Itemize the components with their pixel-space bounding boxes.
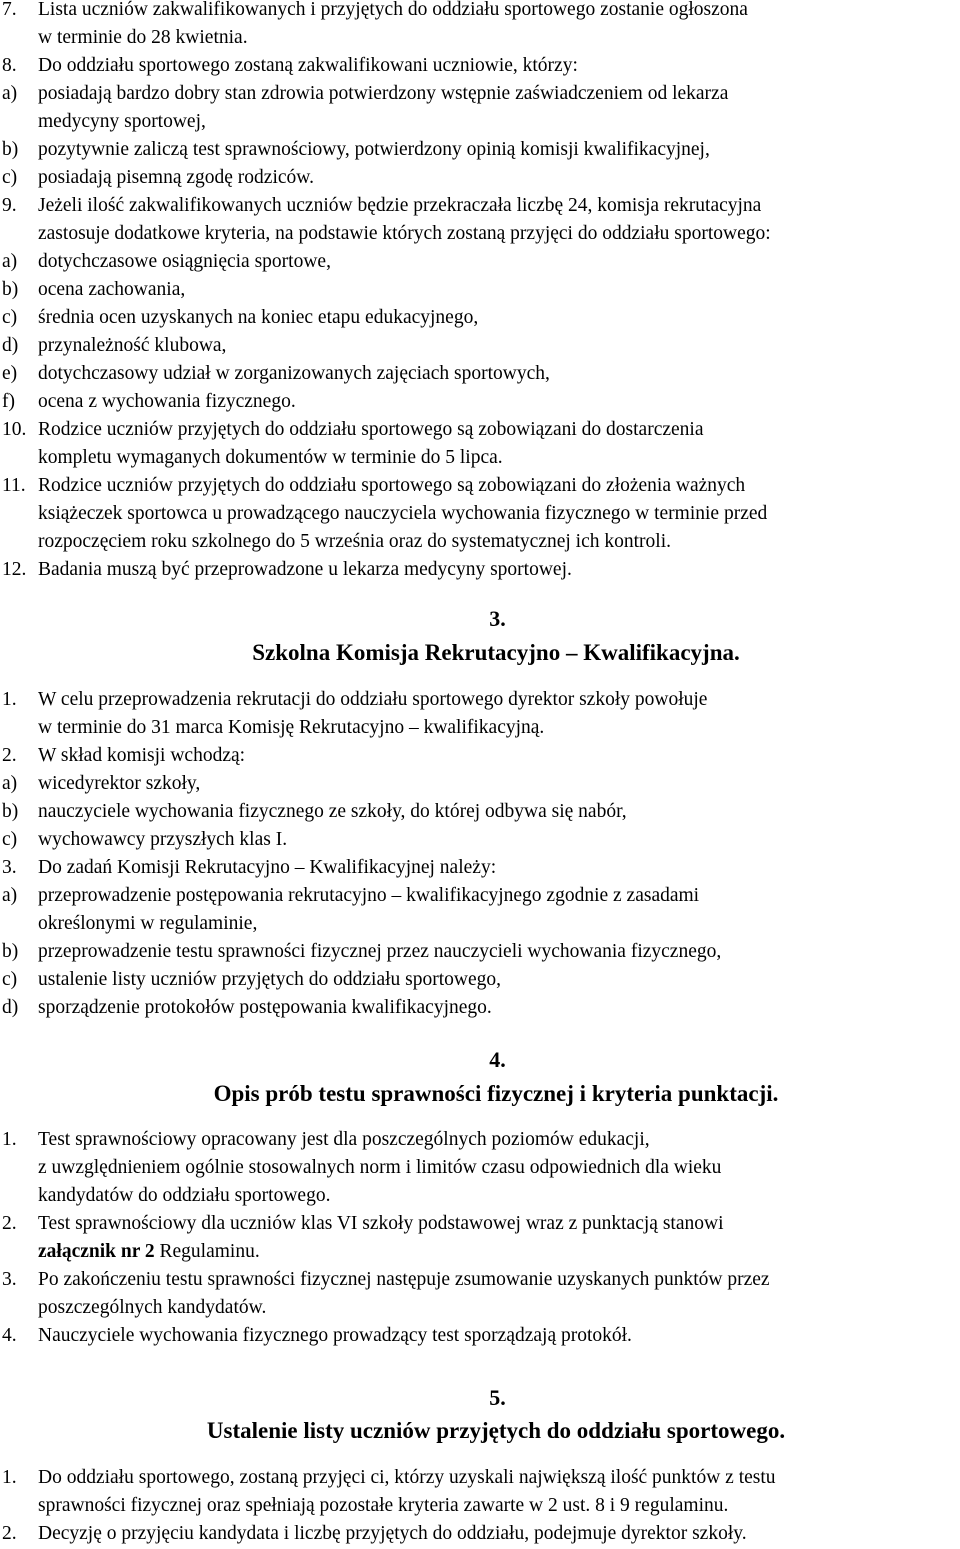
list-marker: d) bbox=[2, 335, 19, 356]
paragraph-text: posiadają bardzo dobry stan zdrowia potwierdzony wstępnie zaświadczeniem od lekarza bbox=[38, 83, 729, 104]
paragraph-text: medycyny sportowej, bbox=[38, 111, 206, 132]
list-marker: 2. bbox=[2, 1523, 17, 1544]
paragraph-text: przeprowadzenie postępowania rekrutacyjno – kwalifikacyjnego zgodnie z zasadami bbox=[38, 885, 700, 906]
list-marker: 7. bbox=[2, 0, 17, 20]
section-number-text: 5. bbox=[489, 1385, 506, 1410]
paragraph-text: Badania muszą być przeprowadzone u lekarza medycyny sportowej. bbox=[38, 559, 572, 580]
paragraph-text: zastosuje dodatkowe kryteria, na podstawie których zostaną przyjęci do oddziału sportowego: bbox=[38, 223, 771, 244]
paragraph-text-tail: Regulaminu. bbox=[154, 1241, 260, 1262]
list-marker: 9. bbox=[2, 195, 17, 216]
paragraph-text: książeczek sportowca u prowadzącego nauczyciela wychowania fizycznego w terminie przed bbox=[38, 503, 768, 524]
paragraph-text: Jeżeli ilość zakwalifikowanych uczniów będzie przekraczała liczbę 24, komisja rekrutacyjna bbox=[38, 195, 762, 216]
paragraph-text: dotychczasowy udział w zorganizowanych zajęciach sportowych, bbox=[38, 363, 550, 384]
list-marker: b) bbox=[2, 801, 19, 822]
list-marker: 12. bbox=[2, 559, 27, 580]
list-marker: c) bbox=[2, 969, 18, 990]
list-marker: c) bbox=[2, 829, 18, 850]
list-marker: 1. bbox=[2, 1467, 17, 1488]
section-number-text: 4. bbox=[489, 1047, 506, 1072]
list-marker: b) bbox=[2, 279, 19, 300]
list-marker: a) bbox=[2, 251, 18, 272]
list-marker: 3. bbox=[2, 1269, 17, 1290]
list-marker: 2. bbox=[2, 745, 17, 766]
bold-reference: załącznik nr 2 bbox=[38, 1241, 155, 1262]
paragraph-text: z uwzględnieniem ogólnie stosowalnych norm i limitów czasu odpowiednich dla wieku bbox=[38, 1157, 722, 1178]
section-title: Opis prób testu sprawności fizycznej i kryteria punktacji. bbox=[213, 1081, 779, 1106]
section-title: Ustalenie listy uczniów przyjętych do oddziału sportowego. bbox=[206, 1418, 786, 1443]
section-number bbox=[0, 1045, 960, 1075]
section-number bbox=[0, 604, 960, 634]
list-marker: b) bbox=[2, 139, 19, 160]
section-number bbox=[0, 1383, 960, 1413]
paragraph-text: nauczyciele wychowania fizycznego ze szkoły, do której odbywa się nabór, bbox=[38, 801, 627, 822]
paragraph-text: sporządzenie protokołów postępowania kwalifikacyjnego. bbox=[38, 997, 492, 1018]
paragraph-text: Test sprawnościowy opracowany jest dla poszczególnych poziomów edukacji, bbox=[38, 1129, 650, 1150]
paragraph-text: ustalenie listy uczniów przyjętych do oddziału sportowego, bbox=[38, 969, 502, 990]
paragraph-text: pozytywnie zaliczą test sprawnościowy, potwierdzony opinią komisji kwalifikacyjnej, bbox=[38, 139, 710, 160]
section-title: Szkolna Komisja Rekrutacyjno – Kwalifikacyjna. bbox=[252, 640, 740, 665]
paragraph-text: wicedyrektor szkoły, bbox=[38, 773, 201, 794]
list-marker: b) bbox=[2, 941, 19, 962]
paragraph-text: w terminie do 28 kwietnia. bbox=[38, 27, 248, 48]
list-marker: c) bbox=[2, 307, 18, 328]
paragraph-text: ocena zachowania, bbox=[38, 279, 186, 300]
list-marker: a) bbox=[2, 885, 18, 906]
list-marker: 4. bbox=[2, 1325, 17, 1346]
paragraph-text: dotychczasowe osiągnięcia sportowe, bbox=[38, 251, 331, 272]
paragraph-text: Do oddziału sportowego, zostaną przyjęci ci, którzy uzyskali największą ilość punktów z testu bbox=[38, 1467, 776, 1488]
paragraph-text: kandydatów do oddziału sportowego. bbox=[38, 1185, 331, 1206]
list-marker: c) bbox=[2, 167, 18, 188]
paragraph-text: posiadają pisemną zgodę rodziców. bbox=[38, 167, 314, 188]
paragraph-text: kompletu wymaganych dokumentów w terminie do 5 lipca. bbox=[38, 447, 503, 468]
paragraph-text: w terminie do 31 marca Komisję Rekrutacyjno – kwalifikacyjną. bbox=[38, 717, 545, 738]
paragraph-text: Rodzice uczniów przyjętych do oddziału sportowego są zobowiązani do złożenia ważnych bbox=[38, 475, 746, 496]
list-marker: e) bbox=[2, 363, 18, 384]
list-marker: 3. bbox=[2, 857, 17, 878]
paragraph-text: określonymi w regulaminie, bbox=[38, 913, 258, 934]
paragraph-text: poszczególnych kandydatów. bbox=[38, 1297, 267, 1318]
list-marker: 11. bbox=[2, 475, 26, 496]
paragraph-text bbox=[38, 1238, 260, 1266]
paragraph-text: Lista uczniów zakwalifikowanych i przyjętych do oddziału sportowego zostanie ogłoszona bbox=[38, 0, 748, 20]
paragraph-text: Rodzice uczniów przyjętych do oddziału sportowego są zobowiązani do dostarczenia bbox=[38, 419, 704, 440]
paragraph-text: Nauczyciele wychowania fizycznego prowadzący test sporządzają protokół. bbox=[38, 1325, 632, 1346]
list-marker: 8. bbox=[2, 55, 17, 76]
list-marker: a) bbox=[2, 773, 18, 794]
list-marker: 1. bbox=[2, 1129, 17, 1150]
list-marker: 2. bbox=[2, 1213, 17, 1234]
list-marker: a) bbox=[2, 83, 18, 104]
paragraph-text: sprawności fizycznej oraz spełniają pozostałe kryteria zawarte w 2 ust. 8 i 9 regulaminu. bbox=[38, 1495, 729, 1516]
list-marker: f) bbox=[2, 391, 15, 412]
paragraph-text: W skład komisji wchodzą: bbox=[38, 745, 246, 766]
list-marker: d) bbox=[2, 997, 19, 1018]
paragraph-text: Po zakończeniu testu sprawności fizycznej następuje zsumowanie uzyskanych punktów przez bbox=[38, 1269, 770, 1290]
section-number-text: 3. bbox=[489, 606, 506, 631]
paragraph-text: W celu przeprowadzenia rekrutacji do oddziału sportowego dyrektor szkoły powołuje bbox=[38, 689, 708, 710]
paragraph-text: przeprowadzenie testu sprawności fizycznej przez nauczycieli wychowania fizycznego, bbox=[38, 941, 722, 962]
paragraph-text: Decyzję o przyjęciu kandydata i liczbę przyjętych do oddziału, podejmuje dyrektor szkoły. bbox=[38, 1523, 747, 1544]
list-marker: 1. bbox=[2, 689, 17, 710]
paragraph-text: wychowawcy przyszłych klas I. bbox=[38, 829, 288, 850]
paragraph-text: rozpoczęciem roku szkolnego do 5 września oraz do systematycznej ich kontroli. bbox=[38, 531, 671, 552]
paragraph-text: Do oddziału sportowego zostaną zakwalifikowani uczniowie, którzy: bbox=[38, 55, 578, 76]
list-marker: 10. bbox=[2, 419, 27, 440]
paragraph-text: ocena z wychowania fizycznego. bbox=[38, 391, 296, 412]
paragraph-text: Do zadań Komisji Rekrutacyjno – Kwalifikacyjnej należy: bbox=[38, 857, 497, 878]
paragraph-text: przynależność klubowa, bbox=[38, 335, 227, 356]
paragraph-text: Test sprawnościowy dla uczniów klas VI szkoły podstawowej wraz z punktacją stanowi bbox=[38, 1213, 724, 1234]
paragraph-text: średnia ocen uzyskanych na koniec etapu edukacyjnego, bbox=[38, 307, 479, 328]
